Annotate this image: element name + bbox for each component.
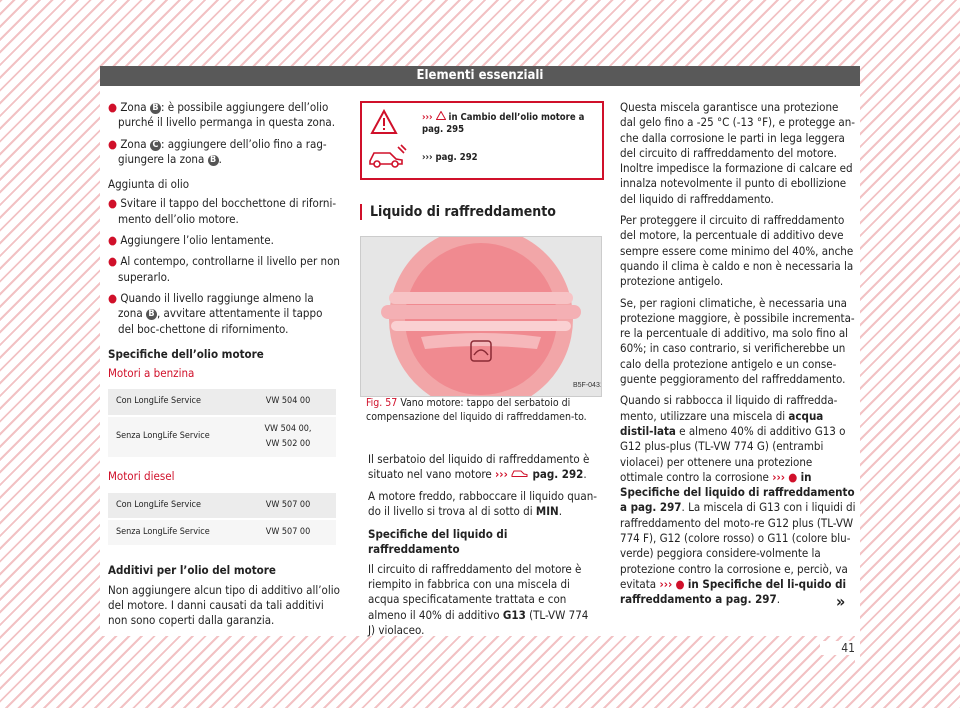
add-step: ● Svitare il tappo del bocchettone di riforni-mento dell’olio motore. bbox=[108, 196, 337, 226]
diesel-spec-table bbox=[108, 491, 336, 548]
petrol-spec-table bbox=[108, 387, 336, 459]
figure-label: Fig. 57 bbox=[366, 397, 398, 409]
paragraph: Se, per ragioni climatiche, è necessaria una protezione maggiore, è possibile incrementa-re la percentuale di additivo, ma solo fino al 60%; in caso contrario, si verificherebbe un calo della protezione antigelo e un conse-guente peggioramento del raffreddamento. bbox=[620, 295, 855, 387]
table-row: Senza LongLife Service VW 507 00 bbox=[108, 520, 336, 545]
diesel-heading: Motori diesel bbox=[108, 469, 175, 484]
car-reference-link[interactable]: ››› pag. 292 bbox=[422, 152, 478, 163]
add-step: ● Quando il livello raggiunge almeno la zona B , avvitare attentamente il tappo del boc-chettone di rifornimento. bbox=[108, 290, 323, 336]
coolant-cap-figure bbox=[360, 236, 602, 397]
page-header: Elementi essenziali bbox=[100, 66, 860, 86]
paragraph: Per proteggere il circuito di raffreddamento del motore, la percentuale di additivo deve sempre essere come minimo del 40%, anche quando il clima è caldo e non è necessaria la protezione antigelo. bbox=[620, 213, 854, 289]
bullet-dot-icon: ● bbox=[108, 196, 118, 211]
table-row: Senza LongLife Service VW 504 00, VW 502 00 bbox=[108, 417, 336, 458]
warning-reference-box bbox=[360, 101, 604, 180]
zone-b-marker: B bbox=[150, 103, 161, 114]
bullet-dot-icon: ● bbox=[108, 254, 118, 269]
figure-code: B5F-0431 bbox=[573, 382, 601, 389]
bullet-dot-icon: ● bbox=[108, 233, 118, 248]
coolant-cap-image bbox=[361, 237, 601, 396]
cold-engine-text: A motore freddo, rabboccare il liquido quan-do il livello si trova al di sotto di MIN. bbox=[368, 488, 598, 518]
coolant-spec-heading: Specifiche del liquido di raffreddamento bbox=[368, 527, 508, 557]
car-small-icon bbox=[511, 467, 529, 481]
car-maintenance-icon bbox=[368, 143, 408, 173]
section-title: Liquido di raffreddamento bbox=[360, 204, 610, 220]
bullet-dot-icon: ● bbox=[108, 100, 118, 114]
add-step: ● Al contempo, controllarne il livello per non superarlo. bbox=[108, 254, 340, 284]
spec-reference-link[interactable]: in Specifiche del li-quido di raffreddamento a pag. 297 bbox=[620, 576, 847, 607]
caution-icon: ● bbox=[788, 469, 798, 484]
bullet-dot-icon: ● bbox=[108, 136, 118, 151]
paragraph: Questa miscela garantisce una protezione dal gelo fino a -25 °C (-13 °F), e protegge an-che dalla corrosione le parti in lega leggera del circuito di raffreddamento del motore. Inoltre impedisce la formazione di calcare ed innalza notevolmente il punto di ebollizione del liquido di raffreddamento. bbox=[620, 100, 856, 206]
zone-c-marker: C bbox=[150, 140, 161, 151]
spec-reference-link[interactable]: in Specifiche del liquido di raffreddamento a pag. 297 bbox=[620, 469, 855, 515]
add-oil-heading: Aggiunta di olio bbox=[108, 177, 190, 192]
continue-mark: » bbox=[836, 592, 846, 611]
bullet-zone-b: ● Zona B : è possibile aggiungere dell’olio purché il livello permanga in questa zona. bbox=[108, 100, 336, 130]
column-left bbox=[108, 100, 340, 634]
column-right bbox=[620, 100, 856, 614]
additives-text: Non aggiungere alcun tipo di additivo all’olio del motore. I danni causati da tali additivi non sono coperti dalla garanzia. bbox=[108, 582, 340, 628]
paragraph: Quando si rabbocca il liquido di raffredda-mento, utilizzare una miscela di acqua distil-lata e almeno 40% di additivo G13 o G12 plus-plus (TL-VW 774 G) (entrambi violacei) per ottenere una protezione ottimale contro la corrosione ››› ● in Specifiche del liquido di raffreddamento a pag. 297. La miscela di G13 con i liquidi di raffreddamento del moto-re G12 plus (TL-VW 774 F), G12 (colore rosso) o G11 (colore blu-verde) peggiora considere-volmente la protezione contro la corrosione e, perciò, va evitata ››› ● in Specifiche del li-quido di raffreddamento a pag. 297. bbox=[620, 393, 856, 607]
table-row: Con LongLife Service VW 504 00 bbox=[108, 389, 336, 414]
warning-small-icon bbox=[436, 112, 446, 123]
bullet-dot-icon: ● bbox=[108, 290, 118, 305]
column-middle-text bbox=[368, 452, 598, 644]
add-step: ● Aggiungere l’olio lentamente. bbox=[108, 233, 274, 248]
coolant-spec-text: Il circuito di raffreddamento del motore è riempito in fabbrica con una miscela di acqua specificatamente trattata e con almeno il 40% di additivo G13 (TL-VW 774 J) violaceo. bbox=[368, 561, 589, 637]
caution-icon: ● bbox=[675, 576, 685, 591]
zone-b-marker: B bbox=[146, 309, 157, 320]
table-row: Con LongLife Service VW 507 00 bbox=[108, 493, 336, 518]
petrol-heading: Motori a benzina bbox=[108, 366, 195, 381]
min-mark: MIN bbox=[535, 503, 559, 518]
oil-spec-heading: Specifiche dell’olio motore bbox=[108, 346, 264, 361]
page-number: 41 bbox=[820, 641, 857, 655]
warning-icon bbox=[370, 109, 398, 139]
additives-heading: Additivi per l’olio del motore bbox=[108, 563, 276, 578]
zone-b-marker: B bbox=[208, 155, 219, 166]
page-reference-link[interactable]: pag. 292 bbox=[532, 467, 584, 482]
warning-reference-text[interactable]: ››› in Cambio dell’olio motore a pag. 295 bbox=[422, 112, 585, 135]
figure-caption: Fig. 57 Vano motore: tappo del serbatoio di compensazione del liquido di raffreddamen-to. bbox=[366, 397, 587, 423]
coolant-location-text: Il serbatoio del liquido di raffreddamento è situato nel vano motore ››› pag. 292. bbox=[368, 452, 590, 482]
bullet-zone-c: ● Zona C : aggiungere dell’olio fino a rag-giungere la zona B . bbox=[108, 136, 327, 166]
